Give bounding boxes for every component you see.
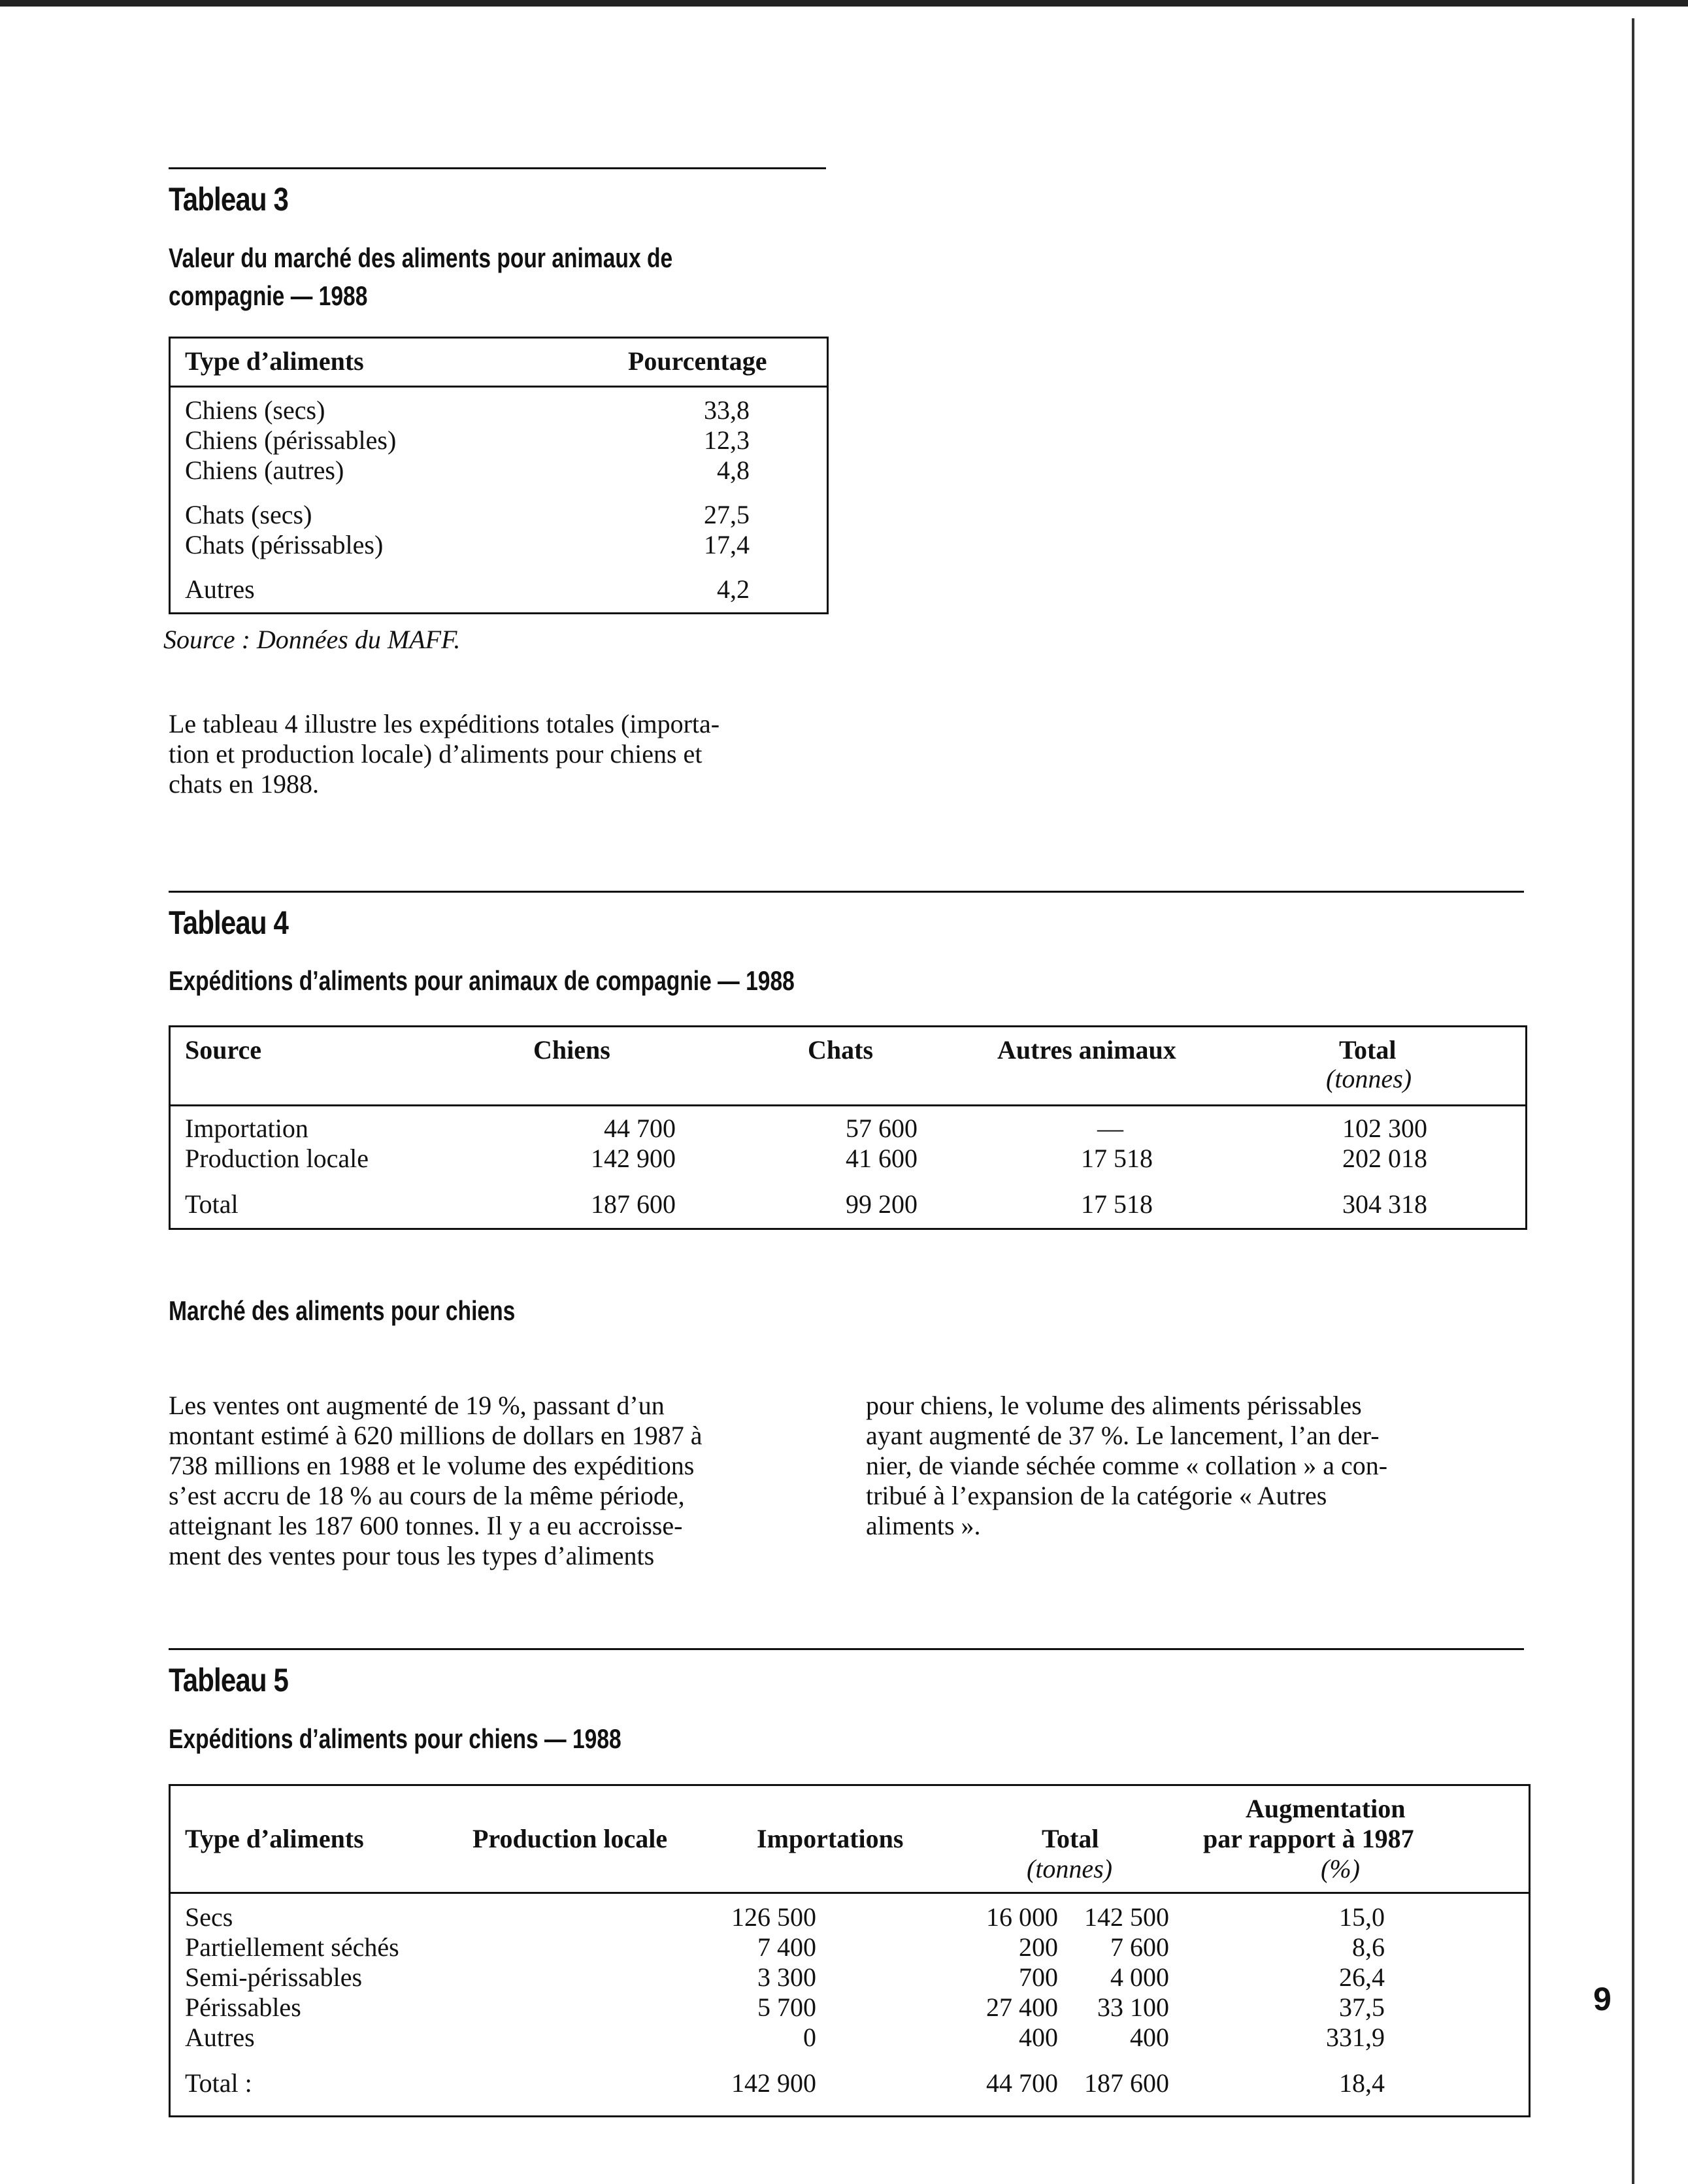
table3-source: Source : Données du MAFF. xyxy=(163,625,461,654)
table-row xyxy=(171,2068,1529,2098)
text-line: tion et production locale) d’aliments pour chiens et xyxy=(169,739,703,769)
table5-cell: Semi-périssables xyxy=(185,1962,363,1992)
table4-cell: Total xyxy=(185,1189,239,1219)
table3-cell: 4,8 xyxy=(717,455,750,485)
table4-header-row xyxy=(171,1035,1525,1065)
table4-cell: Production locale xyxy=(185,1144,369,1173)
table4-cell: Importation xyxy=(185,1114,308,1143)
table4-cell: 102 300 xyxy=(1342,1114,1427,1143)
table5-cell: 7 600 xyxy=(1110,1932,1169,1962)
table4-cell: 142 900 xyxy=(591,1144,676,1173)
table-row xyxy=(171,1144,1525,1174)
table4-cell: — xyxy=(1097,1114,1123,1143)
table5-header-row-1 xyxy=(171,1794,1529,1824)
table3-cell: Chiens (secs) xyxy=(185,395,325,425)
table5-cell: 187 600 xyxy=(1084,2068,1169,2098)
table5-cell: 5 700 xyxy=(757,1993,816,2022)
table4-top-rule xyxy=(169,891,1524,893)
table-row xyxy=(171,1932,1529,1962)
table4-unit: (tonnes) xyxy=(1326,1064,1412,1093)
table3-label: Tableau 3 xyxy=(169,181,289,218)
table4-cell: 41 600 xyxy=(846,1144,918,1173)
table5-cell: 27 400 xyxy=(986,1993,1058,2022)
table5-cell: 400 xyxy=(1130,2023,1169,2052)
table5-header-imports: Importations xyxy=(757,1824,904,1853)
table4-caption: Expéditions d’aliments pour animaux de compagnie — 1988 xyxy=(169,965,795,996)
table5-cell: 44 700 xyxy=(986,2068,1058,2098)
table3-cell: Chiens (autres) xyxy=(185,455,344,485)
table5-header-increase-unit: (%) xyxy=(1321,1854,1360,1883)
table5-cell: 142 500 xyxy=(1084,1902,1169,1932)
table5-cell: 8,6 xyxy=(1352,1932,1385,1962)
table-row xyxy=(171,574,827,604)
table3-cell: 27,5 xyxy=(704,500,750,529)
table-row xyxy=(171,1962,1529,1993)
table4-header-rule xyxy=(171,1104,1525,1106)
table3-cell: 4,2 xyxy=(717,574,750,604)
table5-header-total-unit: (tonnes) xyxy=(1027,1854,1113,1883)
text-line: montant estimé à 620 millions de dollars en 1987 à xyxy=(169,1421,703,1450)
table5-cell: 400 xyxy=(1019,2023,1058,2052)
table5-cell: Périssables xyxy=(185,1993,301,2022)
table-row xyxy=(171,500,827,530)
table4-label: Tableau 4 xyxy=(169,904,289,941)
table-row xyxy=(171,1902,1529,1932)
table5-header-rule xyxy=(171,1892,1529,1894)
table3-cell: Autres xyxy=(185,574,255,604)
table5-header-row-2 xyxy=(171,1824,1529,1854)
table-row xyxy=(171,395,827,425)
table4-cell: 17 518 xyxy=(1081,1144,1153,1173)
body-column-left xyxy=(169,1391,703,1571)
table3-header-percent: Pourcentage xyxy=(628,346,767,376)
text-line: Le tableau 4 illustre les expéditions totales (importa- xyxy=(169,709,720,738)
table4-cell: 304 318 xyxy=(1342,1189,1427,1219)
table5-cell: 16 000 xyxy=(986,1902,1058,1932)
text-line: chats en 1988. xyxy=(169,769,319,799)
text-line: pour chiens, le volume des aliments périssables xyxy=(866,1391,1362,1420)
table4-header-cats: Chats xyxy=(808,1035,874,1065)
page-number: 9 xyxy=(1593,1981,1612,2017)
table5-cell: 15,0 xyxy=(1339,1902,1385,1932)
table5-cell: 3 300 xyxy=(757,1962,816,1992)
table5-cell: 200 xyxy=(1019,1932,1058,1962)
text-line: ment des ventes pour tous les types d’aliments xyxy=(169,1541,655,1570)
table4-cell: 57 600 xyxy=(846,1114,918,1143)
table4-cell: 44 700 xyxy=(604,1114,676,1143)
table3-header-row xyxy=(171,346,827,376)
table-row xyxy=(171,2023,1529,2053)
text-line: aliments ». xyxy=(866,1511,981,1540)
page-right-edge xyxy=(1632,18,1634,2184)
section-heading: Marché des aliments pour chiens xyxy=(169,1295,516,1326)
table-row xyxy=(171,455,827,486)
text-line: tribué à l’expansion de la catégorie « Autres xyxy=(866,1481,1327,1510)
table3-cell: 17,4 xyxy=(704,530,750,559)
table5-header-row-3 xyxy=(171,1854,1529,1884)
table5-cell: Total : xyxy=(185,2068,252,2098)
text-line: atteignant les 187 600 tonnes. Il y a eu accroisse- xyxy=(169,1511,683,1540)
table5-header-total: Total xyxy=(1042,1824,1099,1853)
text-line: 738 millions en 1988 et le volume des expéditions xyxy=(169,1451,695,1480)
table5-cell: 18,4 xyxy=(1339,2068,1385,2098)
table-row xyxy=(171,530,827,560)
table3-cell: 33,8 xyxy=(704,395,750,425)
table5-cell: 33 100 xyxy=(1097,1993,1169,2022)
table3-top-rule xyxy=(169,167,826,169)
table5-cell: Partiellement séchés xyxy=(185,1932,399,1962)
table5-cell: 4 000 xyxy=(1110,1962,1169,1992)
table3-header-type: Type d’aliments xyxy=(185,346,364,376)
table3-cell: Chiens (périssables) xyxy=(185,425,397,455)
table-row xyxy=(171,1114,1525,1144)
table-row xyxy=(171,1189,1525,1219)
table4 xyxy=(169,1025,1527,1230)
table4-header-dogs: Chiens xyxy=(533,1035,610,1065)
table3-cell: 12,3 xyxy=(704,425,750,455)
table3-cell: Chats (secs) xyxy=(185,500,312,529)
text-line: Les ventes ont augmenté de 19 %, passant d’un xyxy=(169,1391,665,1420)
table5-caption: Expéditions d’aliments pour chiens — 1988 xyxy=(169,1723,621,1754)
table5-cell: Autres xyxy=(185,2023,255,2052)
table5-cell: 0 xyxy=(803,2023,816,2052)
table4-header-other: Autres animaux xyxy=(997,1035,1176,1065)
table-row xyxy=(171,1993,1529,2023)
intro-paragraph xyxy=(169,709,720,799)
text-line: ayant augmenté de 37 %. Le lancement, l’an der- xyxy=(866,1421,1380,1450)
table-row xyxy=(171,425,827,455)
text-line: s’est accru de 18 % au cours de la même période, xyxy=(169,1481,685,1510)
table3 xyxy=(169,337,829,614)
table4-header-source: Source xyxy=(185,1035,262,1065)
table5-cell: 26,4 xyxy=(1339,1962,1385,1992)
table4-header-total: Total xyxy=(1339,1035,1397,1065)
table3-caption: Valeur du marché des aliments pour animaux de compagnie — 1988 xyxy=(169,242,673,311)
table4-cell: 99 200 xyxy=(846,1189,918,1219)
table5-cell: 37,5 xyxy=(1339,1993,1385,2022)
table5-cell: 331,9 xyxy=(1326,2023,1385,2052)
text-line: nier, de viande séchée comme « collation » a con- xyxy=(866,1451,1388,1480)
table5-top-rule xyxy=(169,1648,1524,1650)
table5-cell: 700 xyxy=(1019,1962,1058,1992)
table5 xyxy=(169,1784,1531,2117)
table5-header-increase-1: Augmentation xyxy=(1246,1794,1406,1823)
table5-cell: 7 400 xyxy=(757,1932,816,1962)
table5-header-increase-2: par rapport à 1987 xyxy=(1203,1824,1414,1853)
table4-cell: 187 600 xyxy=(591,1189,676,1219)
table3-header-rule xyxy=(171,386,827,388)
body-column-right xyxy=(866,1391,1387,1541)
table4-unit-row xyxy=(171,1064,1525,1094)
table5-cell: Secs xyxy=(185,1902,233,1932)
page-top-edge xyxy=(0,0,1688,7)
table4-cell: 17 518 xyxy=(1081,1189,1153,1219)
table5-cell: 142 900 xyxy=(731,2068,816,2098)
table4-cell: 202 018 xyxy=(1342,1144,1427,1173)
table5-label: Tableau 5 xyxy=(169,1662,289,1698)
table3-cell: Chats (périssables) xyxy=(185,530,384,559)
table5-header-local: Production locale xyxy=(472,1824,668,1853)
table5-cell: 126 500 xyxy=(731,1902,816,1932)
table5-header-type: Type d’aliments xyxy=(185,1824,364,1853)
